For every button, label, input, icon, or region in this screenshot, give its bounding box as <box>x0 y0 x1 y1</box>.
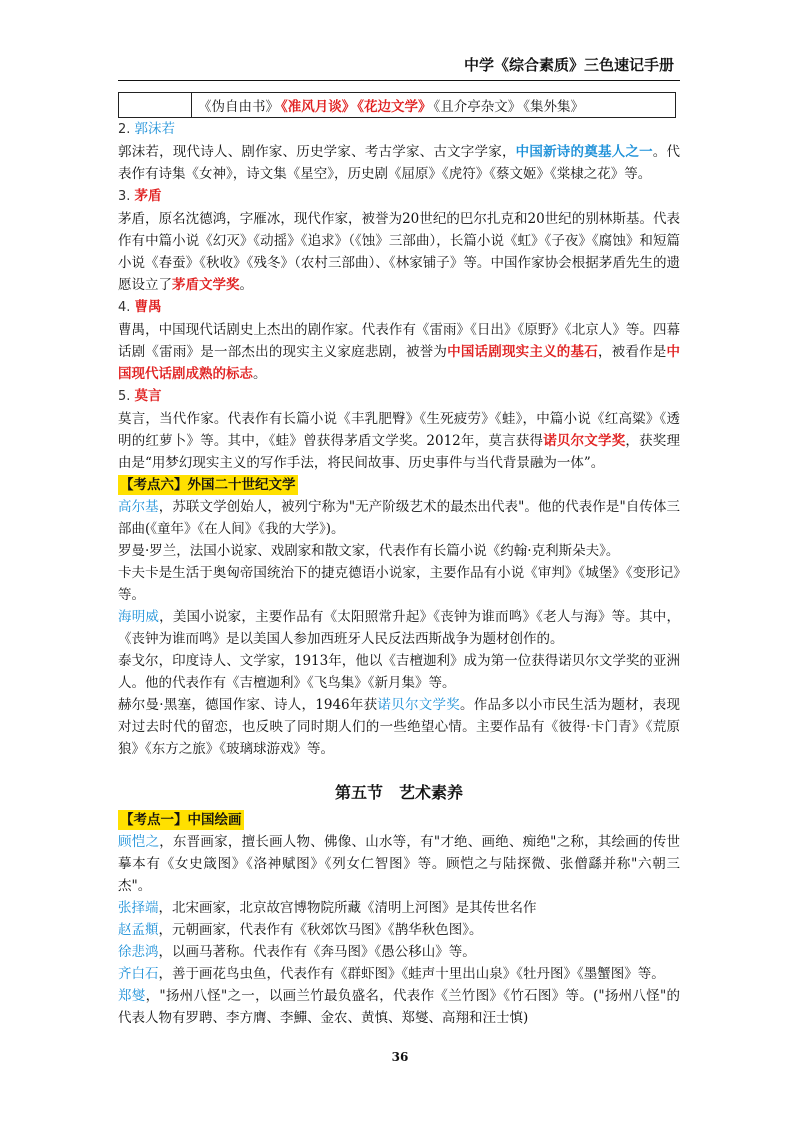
author-heading <box>118 118 680 141</box>
text-run: ，北宋画家，北京故宫博物院所藏《清明上河图》是其传世名作 <box>158 900 537 916</box>
text-run: 诺贝尔文学奖 <box>543 433 626 449</box>
paragraph <box>118 408 680 474</box>
text-run: 泰戈尔，印度诗人、文学家，1913年，他以《吉檀迦利》成为第一位获得诺贝尔文学奖的亚洲人。他的代表作有《吉檀迦利》《飞鸟集》《新月集》等。 <box>118 653 680 691</box>
text-run: 赵孟頫 <box>118 922 159 938</box>
text-run: 高尔基 <box>118 499 159 515</box>
book-title: 《准风月谈》 <box>281 99 356 115</box>
text-run: 。 <box>253 366 267 382</box>
heading-name: 莫言 <box>134 388 162 404</box>
heading-name: 郭沫若 <box>134 121 176 137</box>
text-run: 中国新诗的奠基人之一 <box>515 144 653 160</box>
book-title: 《伪自由书》 <box>198 99 279 115</box>
paragraph <box>118 919 680 941</box>
text-run: 中国话剧现实主义的基石 <box>447 344 598 360</box>
text-run: 。代表作有诗集《女神》，诗文集《星空》，历史剧《屈原》《虎符》《蔡文姬》《棠棣之花》等。 <box>118 144 681 182</box>
text-run: ，以画马著称。代表作有《奔马图》《愚公移山》等。 <box>158 944 476 960</box>
paragraph <box>118 963 680 985</box>
text-run: 顾恺之 <box>118 834 160 850</box>
section-name: 艺术素养 <box>399 783 464 802</box>
text-run: ，元朝画家，代表作有《秋郊饮马图》《鹊华秋色图》。 <box>158 922 483 938</box>
text-run: 罗曼·罗兰，法国小说家、戏剧家和散文家，代表作有长篇小说《约翰·克利斯朵夫》。 <box>118 543 620 559</box>
text-body <box>118 118 680 1029</box>
paragraph <box>118 319 680 385</box>
header-title: 中学《综合素质》三色速记手册 <box>463 56 674 74</box>
text-run: 徐悲鸿 <box>118 944 159 960</box>
section-number: 第五节 <box>334 783 383 802</box>
paragraph <box>118 985 680 1029</box>
heading-number: 4. <box>118 300 135 315</box>
author-heading <box>118 296 680 319</box>
text-run: 郑燮 <box>118 988 146 1004</box>
text-run: 海明威 <box>118 609 160 625</box>
paragraph <box>118 141 680 185</box>
text-run: ，苏联文学创始人，被列宁称为"无产阶级艺术的最杰出代表"。他的代表作是"自传体三部曲(《童年》《在人间》《我的大学》)。 <box>118 499 680 537</box>
text-run: 齐白石 <box>118 966 159 982</box>
book-title: 《且介亭杂文》 <box>433 99 522 115</box>
heading-number: 3. <box>118 189 135 204</box>
text-run: ，被看作是 <box>597 344 667 360</box>
page-number: 36 <box>391 1050 409 1064</box>
text-run: 。作品多以小市民生活为题材，表现对过去时代的留恋，也反映了同时期人们的一些绝望心情。主要作品有《彼得·卡门青》《荒原狼》《东方之旅》《玻璃球游戏》等。 <box>118 697 680 757</box>
text-run: 茅盾，原名沈德鸿，字雁冰，现代作家，被誉为20世纪的巴尔扎克和20世纪的别林斯基。代表作有中篇小说《幻灭》《动摇》《追求》（《蚀》三部曲），长篇小说《虹》《子夜》《腐蚀》和短篇小说《春蚕》《秋收》《残冬》（农村三部曲）、《林家铺子》等。中国作家协会根据茅盾先生的遗愿设立了 <box>118 211 680 293</box>
text-run: ，获奖理由是“用梦幻现实主义的写作手法，将民间故事、历史事件与当代背景融为一体”。 <box>118 433 681 471</box>
text-run: 卡夫卡是生活于奥匈帝国统治下的捷克德语小说家，主要作品有小说《审判》《城堡》《变形记》等。 <box>118 565 680 603</box>
text-run: ，"扬州八怪"之一，以画兰竹最负盛名，代表作《兰竹图》《竹石图》等。("扬州八怪"的代表人物有罗聘、李方膺、李鱓、金农、黄慎、郑燮、高翔和汪士慎) <box>118 988 680 1026</box>
paragraph <box>118 941 680 963</box>
text-run: 赫尔曼·黑塞，德国作家、诗人，1946年获 <box>118 697 378 713</box>
table-cell-empty <box>119 93 192 118</box>
book-title: 《集外集》 <box>523 99 584 115</box>
text-run: 曹禺，中国现代话剧史上杰出的剧作家。代表作有《雷雨》《日出》《原野》《北京人》等。四幕话剧《雷雨》是一部杰出的现实主义家庭悲剧，被誉为 <box>118 322 680 360</box>
text-run: 茅盾文学奖 <box>172 277 240 293</box>
heading-name: 曹禺 <box>134 299 162 315</box>
paragraph <box>118 562 680 606</box>
top-table <box>118 92 676 118</box>
paragraph <box>118 694 680 760</box>
text-run: ，美国小说家，主要作品有《太阳照常升起》《丧钟为谁而鸣》《老人与海》等。其中，《丧钟为谁而鸣》是以美国人参加西班牙人民反法西斯战争为题材创作的。 <box>118 609 681 647</box>
paragraph <box>118 831 680 897</box>
author-heading <box>118 185 680 208</box>
paragraph <box>118 496 680 540</box>
paragraph <box>118 540 680 562</box>
table-cell-books <box>192 93 676 118</box>
author-heading <box>118 385 680 408</box>
paragraph <box>118 606 680 650</box>
text-run: 。 <box>239 277 253 293</box>
heading-number: 2. <box>118 122 135 137</box>
text-run: ，善于画花鸟虫鱼，代表作有《群虾图》《蛙声十里出山泉》《牡丹图》《墨蟹图》等。 <box>158 966 665 982</box>
text-run: 张择端 <box>118 900 159 916</box>
text-run: 郭沫若，现代诗人、剧作家、历史学家、考古学家、古文字学家， <box>118 144 516 160</box>
text-run: 莫言，当代作家。代表作有长篇小说《丰乳肥臀》《生死疲劳》《蛙》，中篇小说《红高粱》《透明的红萝卜》等。其中，《蛙》曾获得茅盾文学奖。2012年，莫言获得 <box>118 411 680 449</box>
heading-number: 5. <box>118 389 135 404</box>
kaodian-label: 【考点一】中国绘画 <box>120 812 242 828</box>
kaodian-label: 【考点六】外国二十世纪文学 <box>120 477 296 493</box>
paragraph <box>118 650 680 694</box>
text-run: ，东晋画家，擅长画人物、佛像、山水等，有"才绝、画绝、痴绝"之称，其绘画的传世摹本有《女史箴图》《洛神赋图》《列女仁智图》等。顾恺之与陆探微、张僧繇并称"六朝三杰"。 <box>118 834 680 894</box>
text-run: 中国现代话剧成熟的标志 <box>118 344 681 382</box>
text-run: 诺贝尔文学奖 <box>377 697 461 713</box>
page-content <box>118 92 680 1029</box>
book-title: 《花边文学》 <box>357 99 432 115</box>
paragraph <box>118 897 680 919</box>
heading-name: 茅盾 <box>134 188 162 204</box>
section-title <box>118 780 680 803</box>
paragraph <box>118 208 680 296</box>
page-header <box>118 50 680 81</box>
